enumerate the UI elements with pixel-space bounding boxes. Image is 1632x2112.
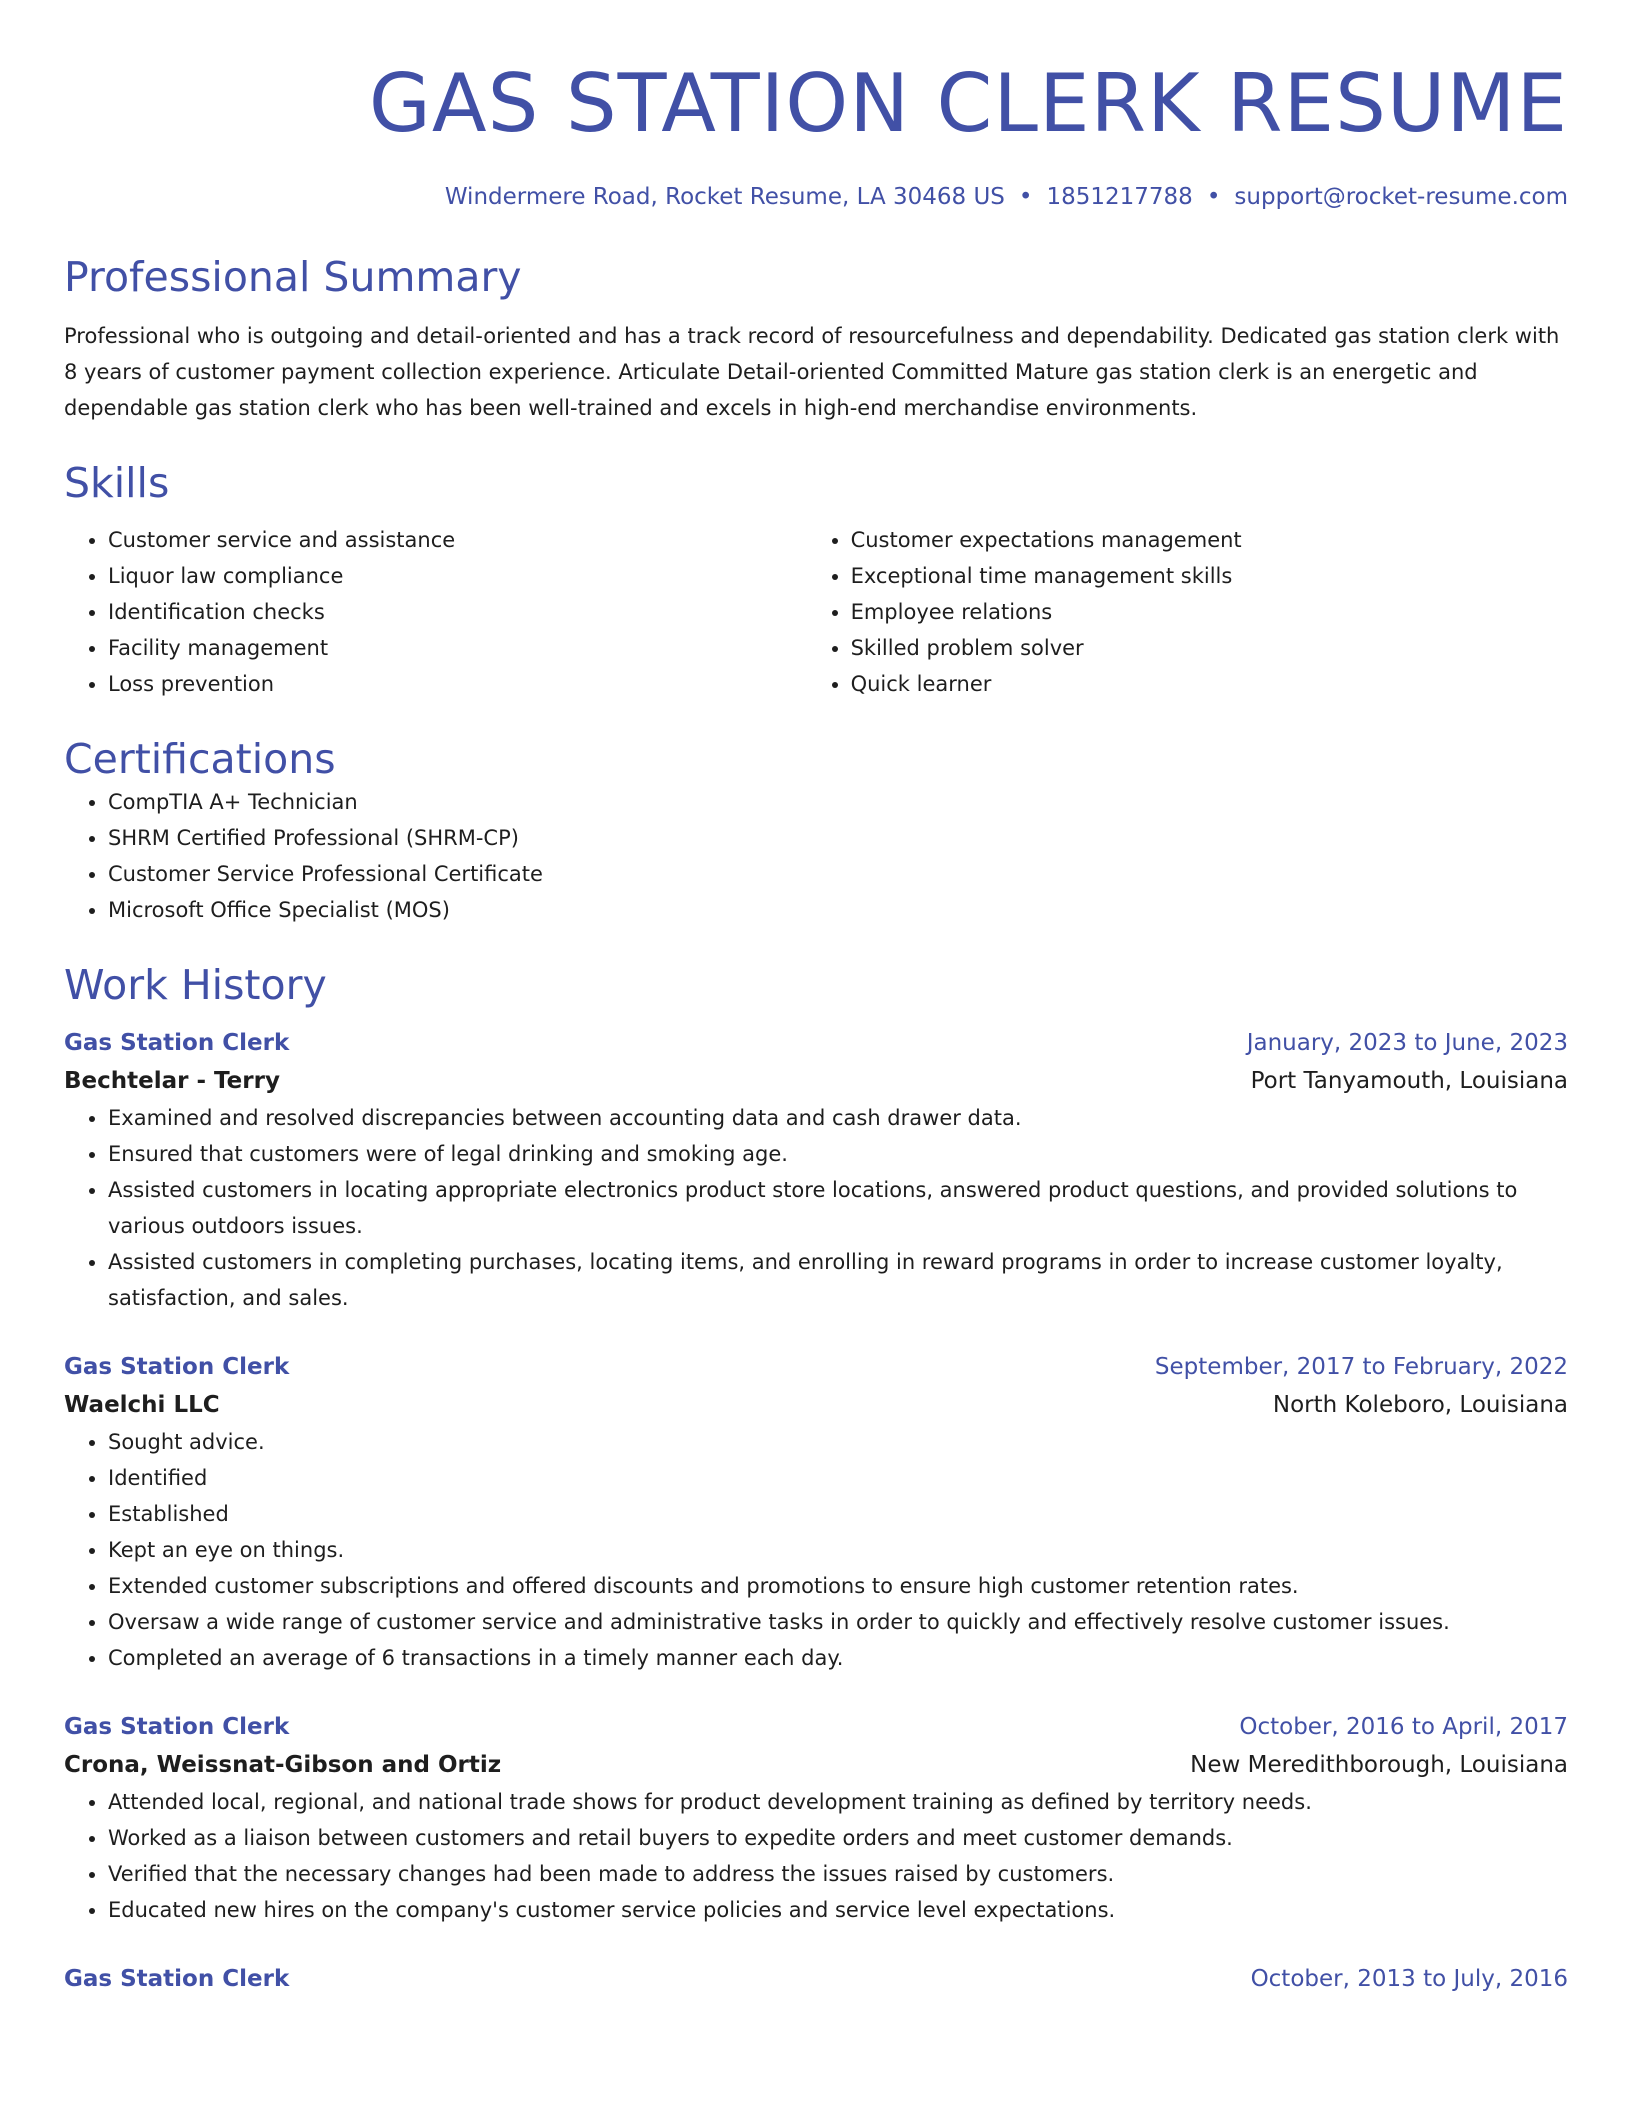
skill-item: • Identification checks bbox=[108, 594, 807, 630]
job-duty: • Ensured that customers were of legal drinking and smoking age. bbox=[108, 1136, 1568, 1172]
job-header-row bbox=[64, 1708, 1568, 1746]
job-duty: • Extended customer subscriptions and offered discounts and promotions to ensure high customer retention rates. bbox=[108, 1568, 1568, 1604]
skill-item: • Employee relations bbox=[851, 594, 1568, 630]
job-entry bbox=[64, 1960, 1568, 1998]
skills-list-left bbox=[64, 522, 807, 702]
certification-item: • Microsoft Office Specialist (MOS) bbox=[108, 892, 1568, 928]
job-duty: • Established bbox=[108, 1496, 1568, 1532]
skill-item: • Skilled problem solver bbox=[851, 630, 1568, 666]
job-entry bbox=[64, 1024, 1568, 1316]
summary-heading: Professional Summary bbox=[64, 253, 522, 301]
job-location: North Koleboro, Louisiana bbox=[1272, 1392, 1568, 1418]
job-location: Port Tanyamouth, Louisiana bbox=[1250, 1068, 1568, 1094]
job-company: Bechtelar - Terry bbox=[64, 1068, 280, 1094]
certifications-list bbox=[64, 784, 1568, 928]
skills-list-right bbox=[807, 522, 1568, 702]
job-title: Gas Station Clerk bbox=[64, 1714, 290, 1740]
job-location: New Meredithborough, Louisiana bbox=[1190, 1752, 1568, 1778]
job-duties-list bbox=[64, 1424, 1568, 1676]
job-duty: • Verified that the necessary changes had been made to address the issues raised by customers. bbox=[108, 1856, 1568, 1892]
skill-item: • Quick learner bbox=[851, 666, 1568, 702]
job-company-row bbox=[64, 1746, 1568, 1784]
certification-item: • CompTIA A+ Technician bbox=[108, 784, 1568, 820]
skill-item: • Customer service and assistance bbox=[108, 522, 807, 558]
job-company: Waelchi LLC bbox=[64, 1392, 220, 1418]
contact-separator: • bbox=[1018, 184, 1033, 210]
contact-address: Windermere Road, Rocket Resume, LA 30468 US bbox=[444, 184, 1005, 210]
skills-grid bbox=[64, 522, 1568, 702]
resume-title: GAS STATION CLERK RESUME bbox=[368, 57, 1568, 150]
job-duties-list bbox=[64, 1100, 1568, 1316]
job-dates: January, 2023 to June, 2023 bbox=[1246, 1030, 1568, 1056]
job-duty: • Oversaw a wide range of customer service and administrative tasks in order to quickly and effectively resolve customer issues. bbox=[108, 1604, 1568, 1640]
skill-item: • Loss prevention bbox=[108, 666, 807, 702]
job-title: Gas Station Clerk bbox=[64, 1966, 290, 1992]
certification-item: • SHRM Certified Professional (SHRM-CP) bbox=[108, 820, 1568, 856]
job-duty: • Kept an eye on things. bbox=[108, 1532, 1568, 1568]
contact-email: support@rocket-resume.com bbox=[1234, 184, 1568, 210]
resume-header bbox=[64, 56, 1568, 212]
job-duty: • Examined and resolved discrepancies between accounting data and cash drawer data. bbox=[108, 1100, 1568, 1136]
summary-text: Professional who is outgoing and detail-oriented and has a track record of resourcefulness and dependability. Dedicated gas station clerk with 8 years of customer payment collection experience. Articulate Detail-oriented Committed Mature gas station clerk is an energetic and dependable gas station clerk who has been well-trained and excels in high-end merchandise environments. bbox=[64, 324, 1560, 420]
job-header-row bbox=[64, 1348, 1568, 1386]
job-dates: September, 2017 to February, 2022 bbox=[1154, 1354, 1568, 1380]
job-header-row bbox=[64, 1960, 1568, 1998]
skill-item: • Facility management bbox=[108, 630, 807, 666]
job-company-row bbox=[64, 1386, 1568, 1424]
job-title: Gas Station Clerk bbox=[64, 1030, 290, 1056]
contact-line bbox=[64, 182, 1568, 212]
job-duty: • Educated new hires on the company's customer service policies and service level expectations. bbox=[108, 1892, 1568, 1928]
job-company-row bbox=[64, 1062, 1568, 1100]
job-duty: • Attended local, regional, and national trade shows for product development training as defined by territory needs. bbox=[108, 1784, 1568, 1820]
job-duty: • Assisted customers in locating appropriate electronics product store locations, answered product questions, and provided solutions to various outdoors issues. bbox=[108, 1172, 1568, 1244]
skills-heading: Skills bbox=[64, 459, 170, 507]
job-title: Gas Station Clerk bbox=[64, 1354, 290, 1380]
certification-item: • Customer Service Professional Certificate bbox=[108, 856, 1568, 892]
job-duty: • Assisted customers in completing purchases, locating items, and enrolling in reward programs in order to increase customer loyalty, satisfaction, and sales. bbox=[108, 1244, 1568, 1316]
job-dates: October, 2013 to July, 2016 bbox=[1250, 1966, 1568, 1992]
job-duty: • Worked as a liaison between customers and retail buyers to expedite orders and meet customer demands. bbox=[108, 1820, 1568, 1856]
job-company: Crona, Weissnat-Gibson and Ortiz bbox=[64, 1752, 502, 1778]
job-duties-list bbox=[64, 1784, 1568, 1928]
job-duty: • Completed an average of 6 transactions in a timely manner each day. bbox=[108, 1640, 1568, 1676]
contact-phone: 1851217788 bbox=[1046, 184, 1193, 210]
skill-item: • Exceptional time management skills bbox=[851, 558, 1568, 594]
job-duty: • Identified bbox=[108, 1460, 1568, 1496]
job-entry bbox=[64, 1348, 1568, 1676]
contact-separator: • bbox=[1206, 184, 1221, 210]
skill-item: • Liquor law compliance bbox=[108, 558, 807, 594]
skill-item: • Customer expectations management bbox=[851, 522, 1568, 558]
job-header-row bbox=[64, 1024, 1568, 1062]
job-entry bbox=[64, 1708, 1568, 1928]
work-history-heading: Work History bbox=[64, 961, 327, 1009]
job-dates: October, 2016 to April, 2017 bbox=[1239, 1714, 1568, 1740]
job-duty: • Sought advice. bbox=[108, 1424, 1568, 1460]
certifications-heading: Certifications bbox=[64, 735, 336, 783]
